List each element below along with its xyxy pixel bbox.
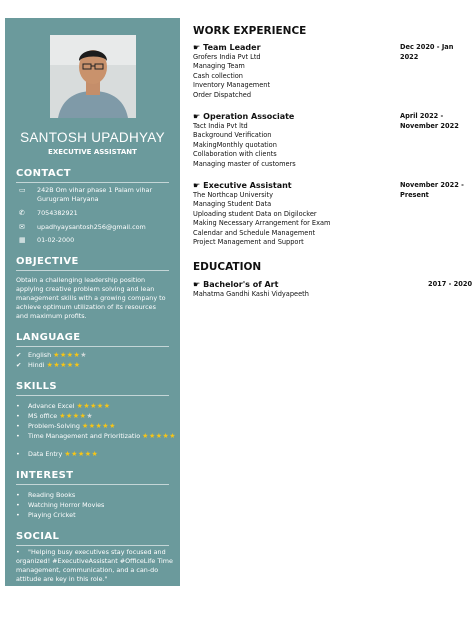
- language-item: [16, 351, 87, 360]
- interest-name: Reading Books: [28, 491, 76, 499]
- job-title: [193, 43, 261, 52]
- star-icon: ★: [76, 402, 84, 410]
- education-degree: [193, 280, 278, 289]
- job-title-text: Operation Associate: [203, 112, 295, 121]
- job-detail-line: Managing Student Data: [193, 200, 272, 209]
- skill-name: MS office: [28, 412, 58, 420]
- interest-name: Watching Horror Movies: [28, 501, 105, 509]
- star-icon: ★: [60, 361, 67, 369]
- job-detail-line: Uploading student Data on Digilocker: [193, 209, 317, 218]
- star-icon: ★: [83, 402, 91, 410]
- rating-stars: [77, 402, 111, 410]
- star-icon: ★: [88, 422, 96, 430]
- star-icon: ★: [84, 450, 92, 458]
- interest-heading: INTEREST: [16, 470, 74, 481]
- contact-heading: CONTACT: [16, 168, 71, 179]
- language-item: [16, 361, 80, 370]
- envelope-icon: ✉: [19, 223, 25, 231]
- star-icon: ★: [72, 412, 80, 420]
- job-detail-line: Collaboration with clients: [193, 150, 277, 159]
- sidebar: [5, 18, 180, 586]
- star-icon: ★: [73, 351, 81, 359]
- id-card-icon: ▭: [19, 186, 26, 194]
- contact-divider: [16, 182, 169, 183]
- check-icon: ✔: [16, 361, 22, 369]
- job-detail-line: Managing master of customers: [193, 159, 296, 168]
- phone-icon: ✆: [19, 209, 25, 217]
- job-detail-line: Cash collection: [193, 71, 243, 80]
- interest-item: [16, 511, 76, 520]
- rating-stars: [64, 450, 98, 458]
- job-detail-line: Tact India Pvt ltd: [193, 122, 248, 130]
- job-date-line: Present: [400, 190, 429, 199]
- dob-text: 01-02-2000: [37, 236, 75, 244]
- interest-item: [16, 491, 75, 500]
- language-divider: [16, 346, 169, 347]
- hand-pointing-right-icon: ☛: [193, 280, 201, 289]
- interest-name: Playing Cricket: [28, 511, 76, 519]
- star-icon: ★: [155, 432, 163, 440]
- education-school: [193, 290, 309, 299]
- star-icon: ★: [162, 432, 170, 440]
- job-detail-line: Managing Team: [193, 62, 245, 71]
- star-icon: ★: [109, 422, 116, 430]
- star-icon: ★: [96, 402, 104, 410]
- star-icon: ★: [103, 402, 111, 410]
- job-detail-line: Making Necessary Arrangement for Exam: [193, 219, 331, 228]
- skill-item: [16, 450, 98, 459]
- hand-pointing-right-icon: ☛: [193, 181, 201, 190]
- bullet-icon: •: [16, 450, 20, 458]
- star-icon: ★: [148, 432, 156, 440]
- hand-pointing-right-icon: ☛: [193, 112, 201, 121]
- star-icon: ★: [102, 422, 110, 430]
- skill-name: Data Entry: [28, 450, 63, 458]
- job-detail-line: MakingMonthly quotation: [193, 140, 277, 149]
- interest-item: [16, 501, 104, 510]
- job-title-text: Team Leader: [203, 43, 261, 52]
- social-quote: "Helping busy executives stay focused and organized! #ExecutiveAssistant #OfficeLife Time management, communication, and a can-do attitude are key in this role.": [16, 548, 173, 583]
- skill-item: [16, 422, 116, 431]
- interest-divider: [16, 484, 169, 485]
- star-icon: ★: [59, 412, 67, 420]
- bullet-icon: •: [16, 402, 20, 410]
- star-icon: ★: [95, 422, 103, 430]
- star-icon: ★: [66, 351, 74, 359]
- rating-stars: [142, 432, 176, 440]
- profile-role: EXECUTIVE ASSISTANT: [48, 148, 137, 156]
- star-icon: ★: [142, 432, 149, 440]
- profile-photo: [50, 35, 136, 118]
- star-icon: ★: [64, 450, 72, 458]
- job-date-line: November 2022 -: [400, 181, 464, 189]
- social-divider: [16, 545, 169, 546]
- job-detail-line: Inventory Management: [193, 81, 271, 90]
- hand-pointing-right-icon: ☛: [193, 43, 201, 52]
- star-icon: ★: [59, 351, 67, 359]
- skill-name: Problem-Solving: [28, 422, 80, 430]
- star-icon: ★: [91, 450, 99, 458]
- bullet-icon: •: [16, 511, 20, 519]
- work-heading: WORK EXPERIENCE: [193, 25, 307, 37]
- rating-stars: [53, 351, 87, 359]
- star-icon: ★: [66, 361, 74, 369]
- job-detail-line: Calendar and Schedule Management: [193, 228, 316, 237]
- job-date-line: April 2022 -: [400, 112, 444, 120]
- social-text: [16, 548, 174, 584]
- job-details: [193, 122, 296, 169]
- bullet-icon: •: [16, 548, 20, 556]
- address-text: 242B Om vihar phase 1 Palam vihar Gurugram Haryana: [37, 186, 153, 203]
- job-title-text: Executive Assistant: [203, 181, 292, 190]
- rating-stars: [82, 422, 116, 430]
- bullet-icon: •: [16, 432, 20, 440]
- bullet-icon: •: [16, 422, 20, 430]
- school-text: Mahatma Gandhi Kashi Vidyapeeth: [193, 290, 309, 298]
- skill-item: [16, 402, 110, 411]
- bullet-icon: •: [16, 491, 20, 499]
- job-details: [193, 53, 270, 100]
- job-title: [193, 112, 294, 121]
- star-icon: ★: [77, 450, 85, 458]
- star-icon: ★: [90, 402, 97, 410]
- rating-stars: [47, 361, 81, 369]
- skill-item: [16, 432, 181, 441]
- calendar-icon: ▦: [19, 236, 26, 244]
- star-icon: ★: [81, 422, 89, 430]
- language-heading: LANGUAGE: [16, 332, 81, 343]
- job-detail-line: Grofers India Pvt Ltd: [193, 53, 261, 61]
- job-title: [193, 181, 292, 190]
- language-name: Hindi: [28, 361, 45, 369]
- objective-text: Obtain a challenging leadership position applying creative problem solving and lean management skills with a growing company to achieve optimum utilization of its resources and maximum profits.: [16, 276, 166, 320]
- job-date: [400, 181, 464, 200]
- job-date: [400, 112, 459, 131]
- star-icon: ★: [71, 450, 78, 458]
- education-date: 2017 - 2020: [428, 280, 473, 288]
- job-date-line: November 2022: [400, 121, 459, 130]
- star-icon: ★: [53, 351, 60, 359]
- job-detail-line: The Northcap University: [193, 191, 274, 199]
- star-icon: ★: [73, 361, 81, 369]
- skills-heading: SKILLS: [16, 381, 58, 392]
- check-icon: ✔: [16, 351, 22, 359]
- profile-name: SANTOSH UPADHYAY: [20, 130, 165, 145]
- skills-divider: [16, 395, 169, 396]
- job-date: Dec 2020 - Jan 2022: [400, 43, 454, 61]
- objective-divider: [16, 270, 169, 271]
- skill-name: Time Management and Prioritizatio: [28, 432, 141, 440]
- skill-name: Advance Excel: [28, 402, 75, 410]
- phone-text: 7054382921: [37, 209, 78, 217]
- bullet-icon: •: [16, 412, 20, 420]
- rating-stars: [59, 412, 93, 420]
- star-icon: ★: [79, 412, 87, 420]
- star-icon: ★: [53, 361, 61, 369]
- skill-item: [16, 412, 93, 421]
- star-icon: ★: [80, 351, 88, 359]
- job-detail-line: Project Management and Support: [193, 238, 304, 247]
- star-icon: ★: [46, 361, 54, 369]
- job-detail-line: Background Verification: [193, 131, 272, 140]
- social-heading: SOCIAL: [16, 531, 60, 542]
- degree-text: Bachelor's of Art: [203, 280, 279, 289]
- job-detail-line: Order Dispatched: [193, 90, 252, 99]
- star-icon: ★: [169, 432, 177, 440]
- star-icon: ★: [66, 412, 73, 420]
- bullet-icon: •: [16, 501, 20, 509]
- education-heading: EDUCATION: [193, 261, 262, 273]
- star-icon: ★: [86, 412, 94, 420]
- language-name: English: [28, 351, 52, 359]
- email-text[interactable]: upadhyaysantosh256@gmail.com: [37, 223, 146, 231]
- job-details: [193, 191, 330, 247]
- objective-heading: OBJECTIVE: [16, 256, 79, 267]
